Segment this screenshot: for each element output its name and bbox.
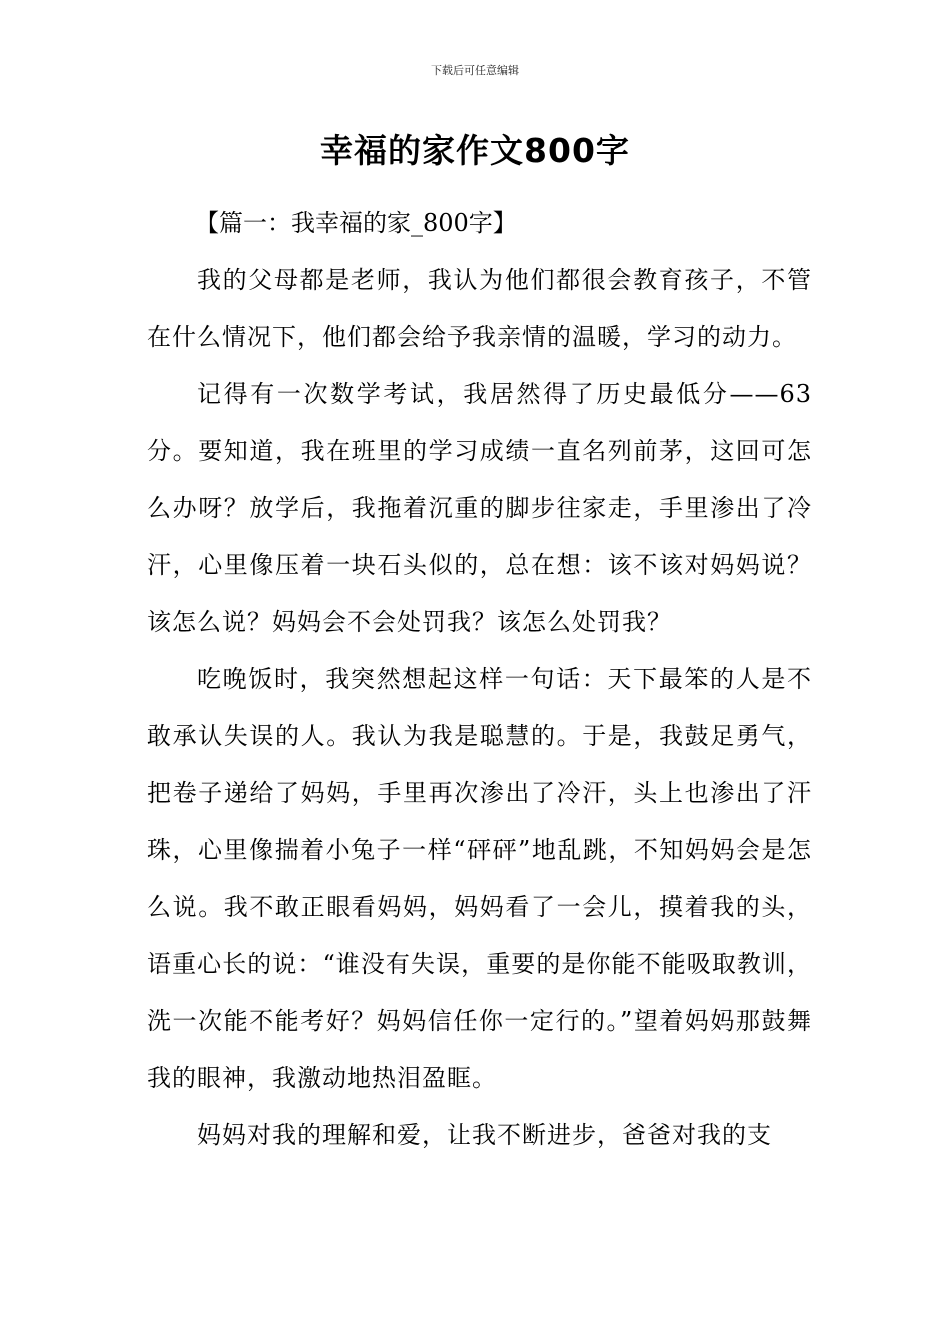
paragraph-3: 吃晚饭时，我突然想起这样一句话：天下最笨的人是不敢承认失误的人。我认为我是聪慧的。于是，我鼓足勇气，把卷子递给了妈妈，手里再次渗出了冷汗，头上也渗出了汗珠，心里像揣着小兔子一样“砰砰”地乱跳，不知妈妈会是怎么说。我不敢正眼看妈妈，妈妈看了一会儿，摸着我的头，语重心长的说：“谁没有失误，重要的是你能不能吸取教训，洗一次能不能考好？妈妈信任你一定行的。”望着妈妈那鼓舞我的眼神，我激动地热泪盈眶。 xyxy=(147,665,812,1092)
paragraph-1: 我的父母都是老师，我认为他们都很会教育孩子，不管在什么情况下，他们都会给予我亲情的温暖，学习的动力。 xyxy=(147,266,812,351)
document-title: 幸福的家作文800字 xyxy=(320,131,630,170)
document-body xyxy=(147,195,812,1164)
header-note: 下载后可任意编辑 xyxy=(431,64,519,77)
paragraph-4: 妈妈对我的理解和爱，让我不断进步，爸爸对我的支 xyxy=(197,1121,772,1149)
section-heading: 【篇一：我幸福的家_800字】 xyxy=(195,209,517,237)
paragraph-2: 记得有一次数学考试，我居然得了历史最低分——63分。要知道，我在班里的学习成绩一直名列前茅，这回可怎么办呀？放学后，我拖着沉重的脚步往家走，手里渗出了冷汗，心里像压着一块石头似的，总在想：该不该对妈妈说？该怎么说？妈妈会不会处罚我？该怎么处罚我？ xyxy=(147,380,812,636)
